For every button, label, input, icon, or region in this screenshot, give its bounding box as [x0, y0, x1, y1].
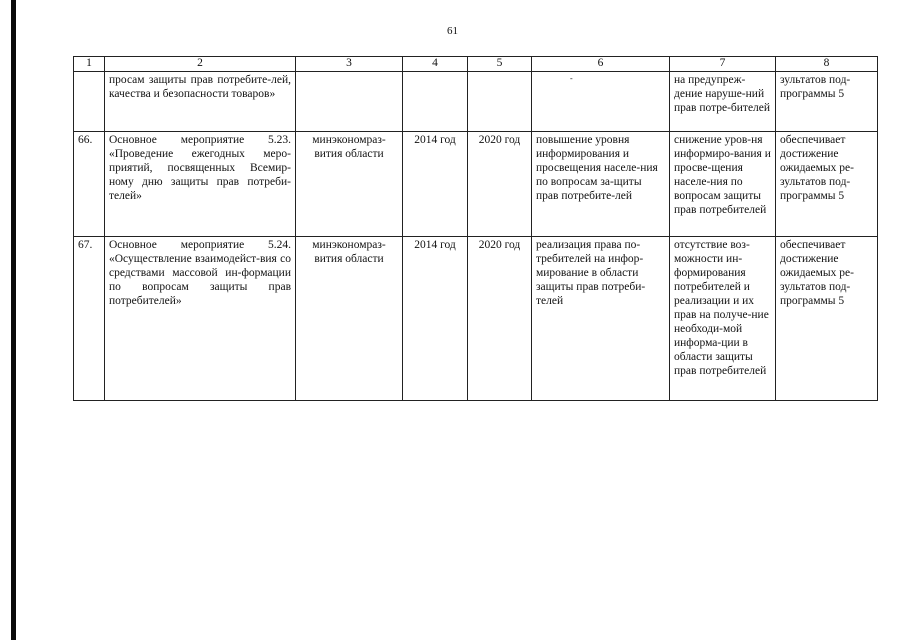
executor — [296, 72, 403, 132]
start-year: 2014 год — [403, 237, 468, 401]
program-link: обеспечивает достижение ожидаемых ре-зультатов под-программы 5 — [776, 132, 878, 237]
expected-result: повышение уровня информирования и просвещения населе-ния по вопросам за-щиты прав потребите-лей — [532, 132, 670, 237]
end-year: 2020 год — [468, 132, 532, 237]
header-cell: 7 — [670, 57, 776, 72]
program-link: зультатов под-программы 5 — [776, 72, 878, 132]
header-cell: 1 — [74, 57, 105, 72]
expected-result: реализация права по-требителей на инфор-мирование в области защиты прав потреби-телей — [532, 237, 670, 401]
header-cell: 3 — [296, 57, 403, 72]
end-year — [468, 72, 532, 132]
program-link: обеспечивает достижение ожидаемых ре-зультатов под-программы 5 — [776, 237, 878, 401]
page-number: 61 — [447, 25, 458, 37]
expected-result-mark: - — [570, 74, 573, 83]
table-row — [74, 72, 878, 132]
measure-name: Основное мероприятие 5.24. «Осуществление взаимодейст-вия со средствами массовой ин-формации по вопросам защиты прав потребителей» — [105, 237, 296, 401]
consequences: отсутствие воз-можности ин-формирования потребителей и реализации и их прав на получе-ние необходи-мой информа-ции в области защиты прав потребителей — [670, 237, 776, 401]
table-header-row — [74, 57, 878, 72]
header-cell: 5 — [468, 57, 532, 72]
header-cell: 6 — [532, 57, 670, 72]
measures-table — [73, 56, 878, 401]
measure-name: просам защиты прав потребите-лей, качества и безопасности товаров» — [105, 72, 296, 132]
row-number: 67. — [74, 237, 105, 401]
executor: минэкономраз-вития области — [296, 237, 403, 401]
consequences: на предупреж-дение наруше-ний прав потре-бителей — [670, 72, 776, 132]
consequences: снижение уров-ня информиро-вания и просве-щения населе-ния по вопросам защиты прав потребителей — [670, 132, 776, 237]
row-number: 66. — [74, 132, 105, 237]
header-cell: 8 — [776, 57, 878, 72]
executor: минэкономраз-вития области — [296, 132, 403, 237]
table-row — [74, 237, 878, 401]
header-cell: 2 — [105, 57, 296, 72]
start-year — [403, 72, 468, 132]
scan-edge-bar — [11, 0, 16, 640]
start-year: 2014 год — [403, 132, 468, 237]
measure-name: Основное мероприятие 5.23. «Проведение ежегодных меро-приятий, посвященных Всемир-ному дню защиты прав потреби-телей» — [105, 132, 296, 237]
row-number — [74, 72, 105, 132]
table-row — [74, 132, 878, 237]
expected-result — [532, 72, 670, 132]
header-cell: 4 — [403, 57, 468, 72]
end-year: 2020 год — [468, 237, 532, 401]
